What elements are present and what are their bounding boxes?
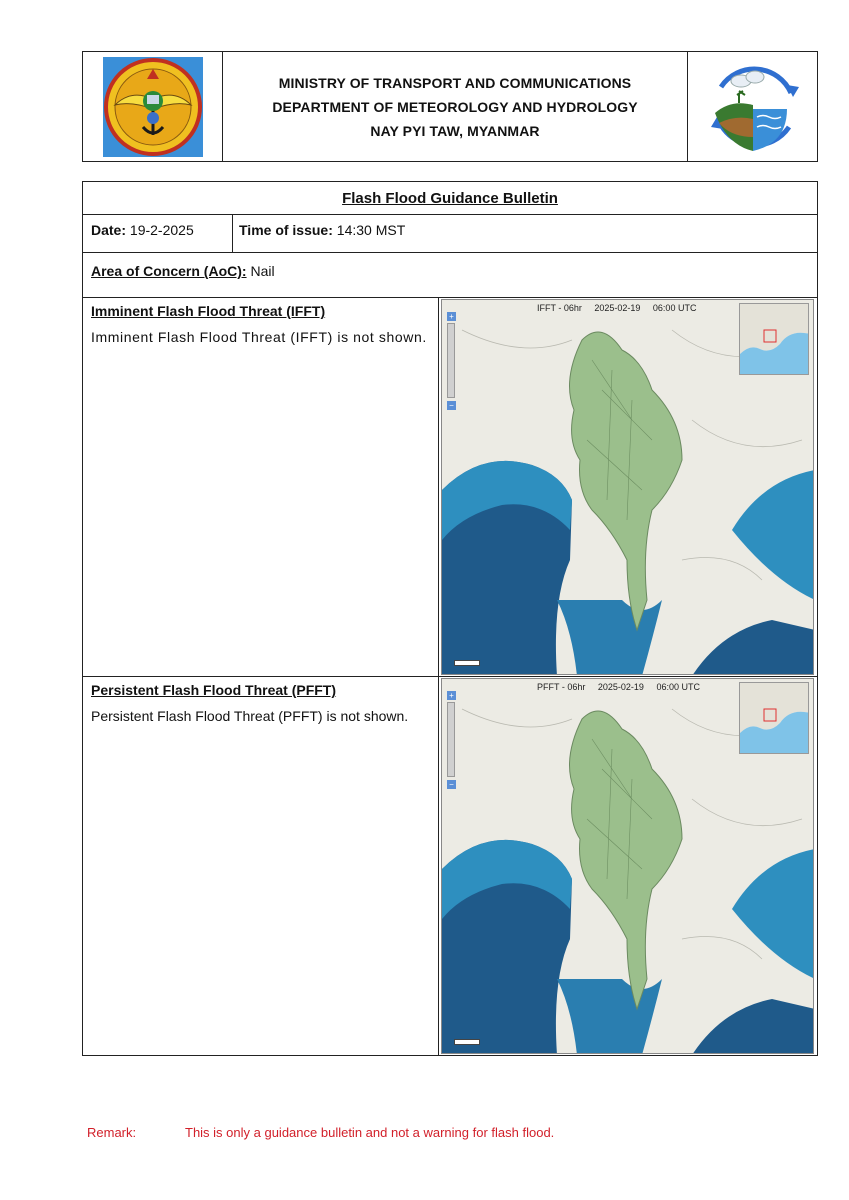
aoc-value: Nail (250, 263, 275, 279)
dmh-logo-cell (687, 52, 817, 161)
ifft-map-date: 2025-02-19 (594, 303, 641, 313)
dmh-hydrology-logo (701, 57, 805, 157)
ifft-map-product: IFFT - 06hr (537, 303, 582, 313)
ifft-description: Imminent Flash Flood Threat (IFFT) is not shown. (91, 329, 427, 345)
pfft-overview-inset-map (739, 682, 809, 754)
zoom-slider[interactable] (447, 702, 455, 777)
zoom-in-button[interactable]: + (447, 691, 456, 700)
remark-text: This is only a guidance bulletin and not a warning for flash flood. (185, 1125, 555, 1140)
ifft-text-cell (83, 298, 439, 676)
pfft-heading: Persistent Flash Flood Threat (PFFT) (91, 682, 337, 698)
map-scale-bar (454, 660, 480, 666)
header-title-cell (223, 52, 687, 161)
ifft-overview-inset-map (739, 303, 809, 375)
overview-map-icon (740, 304, 809, 375)
time-of-issue-value: 14:30 MST (336, 222, 406, 238)
time-of-issue-label: Time of issue: (239, 222, 333, 238)
zoom-out-button[interactable]: − (447, 401, 456, 410)
bulletin-table (82, 181, 818, 1056)
date-value: 19-2-2025 (129, 222, 194, 238)
ifft-map-time: 06:00 UTC (652, 303, 697, 313)
pfft-map-date: 2025-02-19 (597, 682, 644, 692)
ministry-logo-cell (83, 52, 223, 161)
ifft-row (83, 298, 817, 677)
ifft-heading: Imminent Flash Flood Threat (IFFT) (91, 303, 326, 319)
bulletin-title: Flash Flood Guidance Bulletin (342, 189, 558, 207)
ifft-map-caption (537, 303, 706, 313)
date-time-row (83, 215, 817, 253)
pfft-map-time: 06:00 UTC (656, 682, 700, 692)
date-cell (83, 215, 233, 252)
pfft-map (441, 678, 814, 1054)
ministry-name: MINISTRY OF TRANSPORT AND COMMUNICATIONS (278, 74, 632, 91)
time-of-issue-cell (233, 215, 817, 252)
header-table (82, 51, 818, 162)
ministry-emblem-logo (101, 55, 205, 159)
pfft-map-caption (537, 682, 710, 692)
location-name: NAY PYI TAW, MYANMAR (370, 122, 540, 139)
aoc-label: Area of Concern (AoC): (91, 263, 247, 279)
ifft-map (441, 299, 814, 675)
map-scale-bar (454, 1039, 480, 1045)
zoom-slider[interactable] (447, 323, 455, 398)
zoom-out-button[interactable]: − (447, 780, 456, 789)
area-of-concern-row (83, 253, 817, 298)
pfft-description: Persistent Flash Flood Threat (PFFT) is not shown. (91, 708, 409, 724)
overview-map-icon (740, 683, 809, 754)
bulletin-title-row (83, 182, 817, 215)
remark-label: Remark: (87, 1125, 137, 1140)
pfft-text-cell (83, 677, 439, 1056)
pfft-row (83, 677, 817, 1056)
remark (87, 1125, 554, 1140)
pfft-map-product: PFFT - 06hr (537, 682, 586, 692)
department-name: DEPARTMENT OF METEOROLOGY AND HYDROLOGY (272, 98, 638, 115)
zoom-in-button[interactable]: + (447, 312, 456, 321)
date-label: Date: (91, 222, 127, 238)
